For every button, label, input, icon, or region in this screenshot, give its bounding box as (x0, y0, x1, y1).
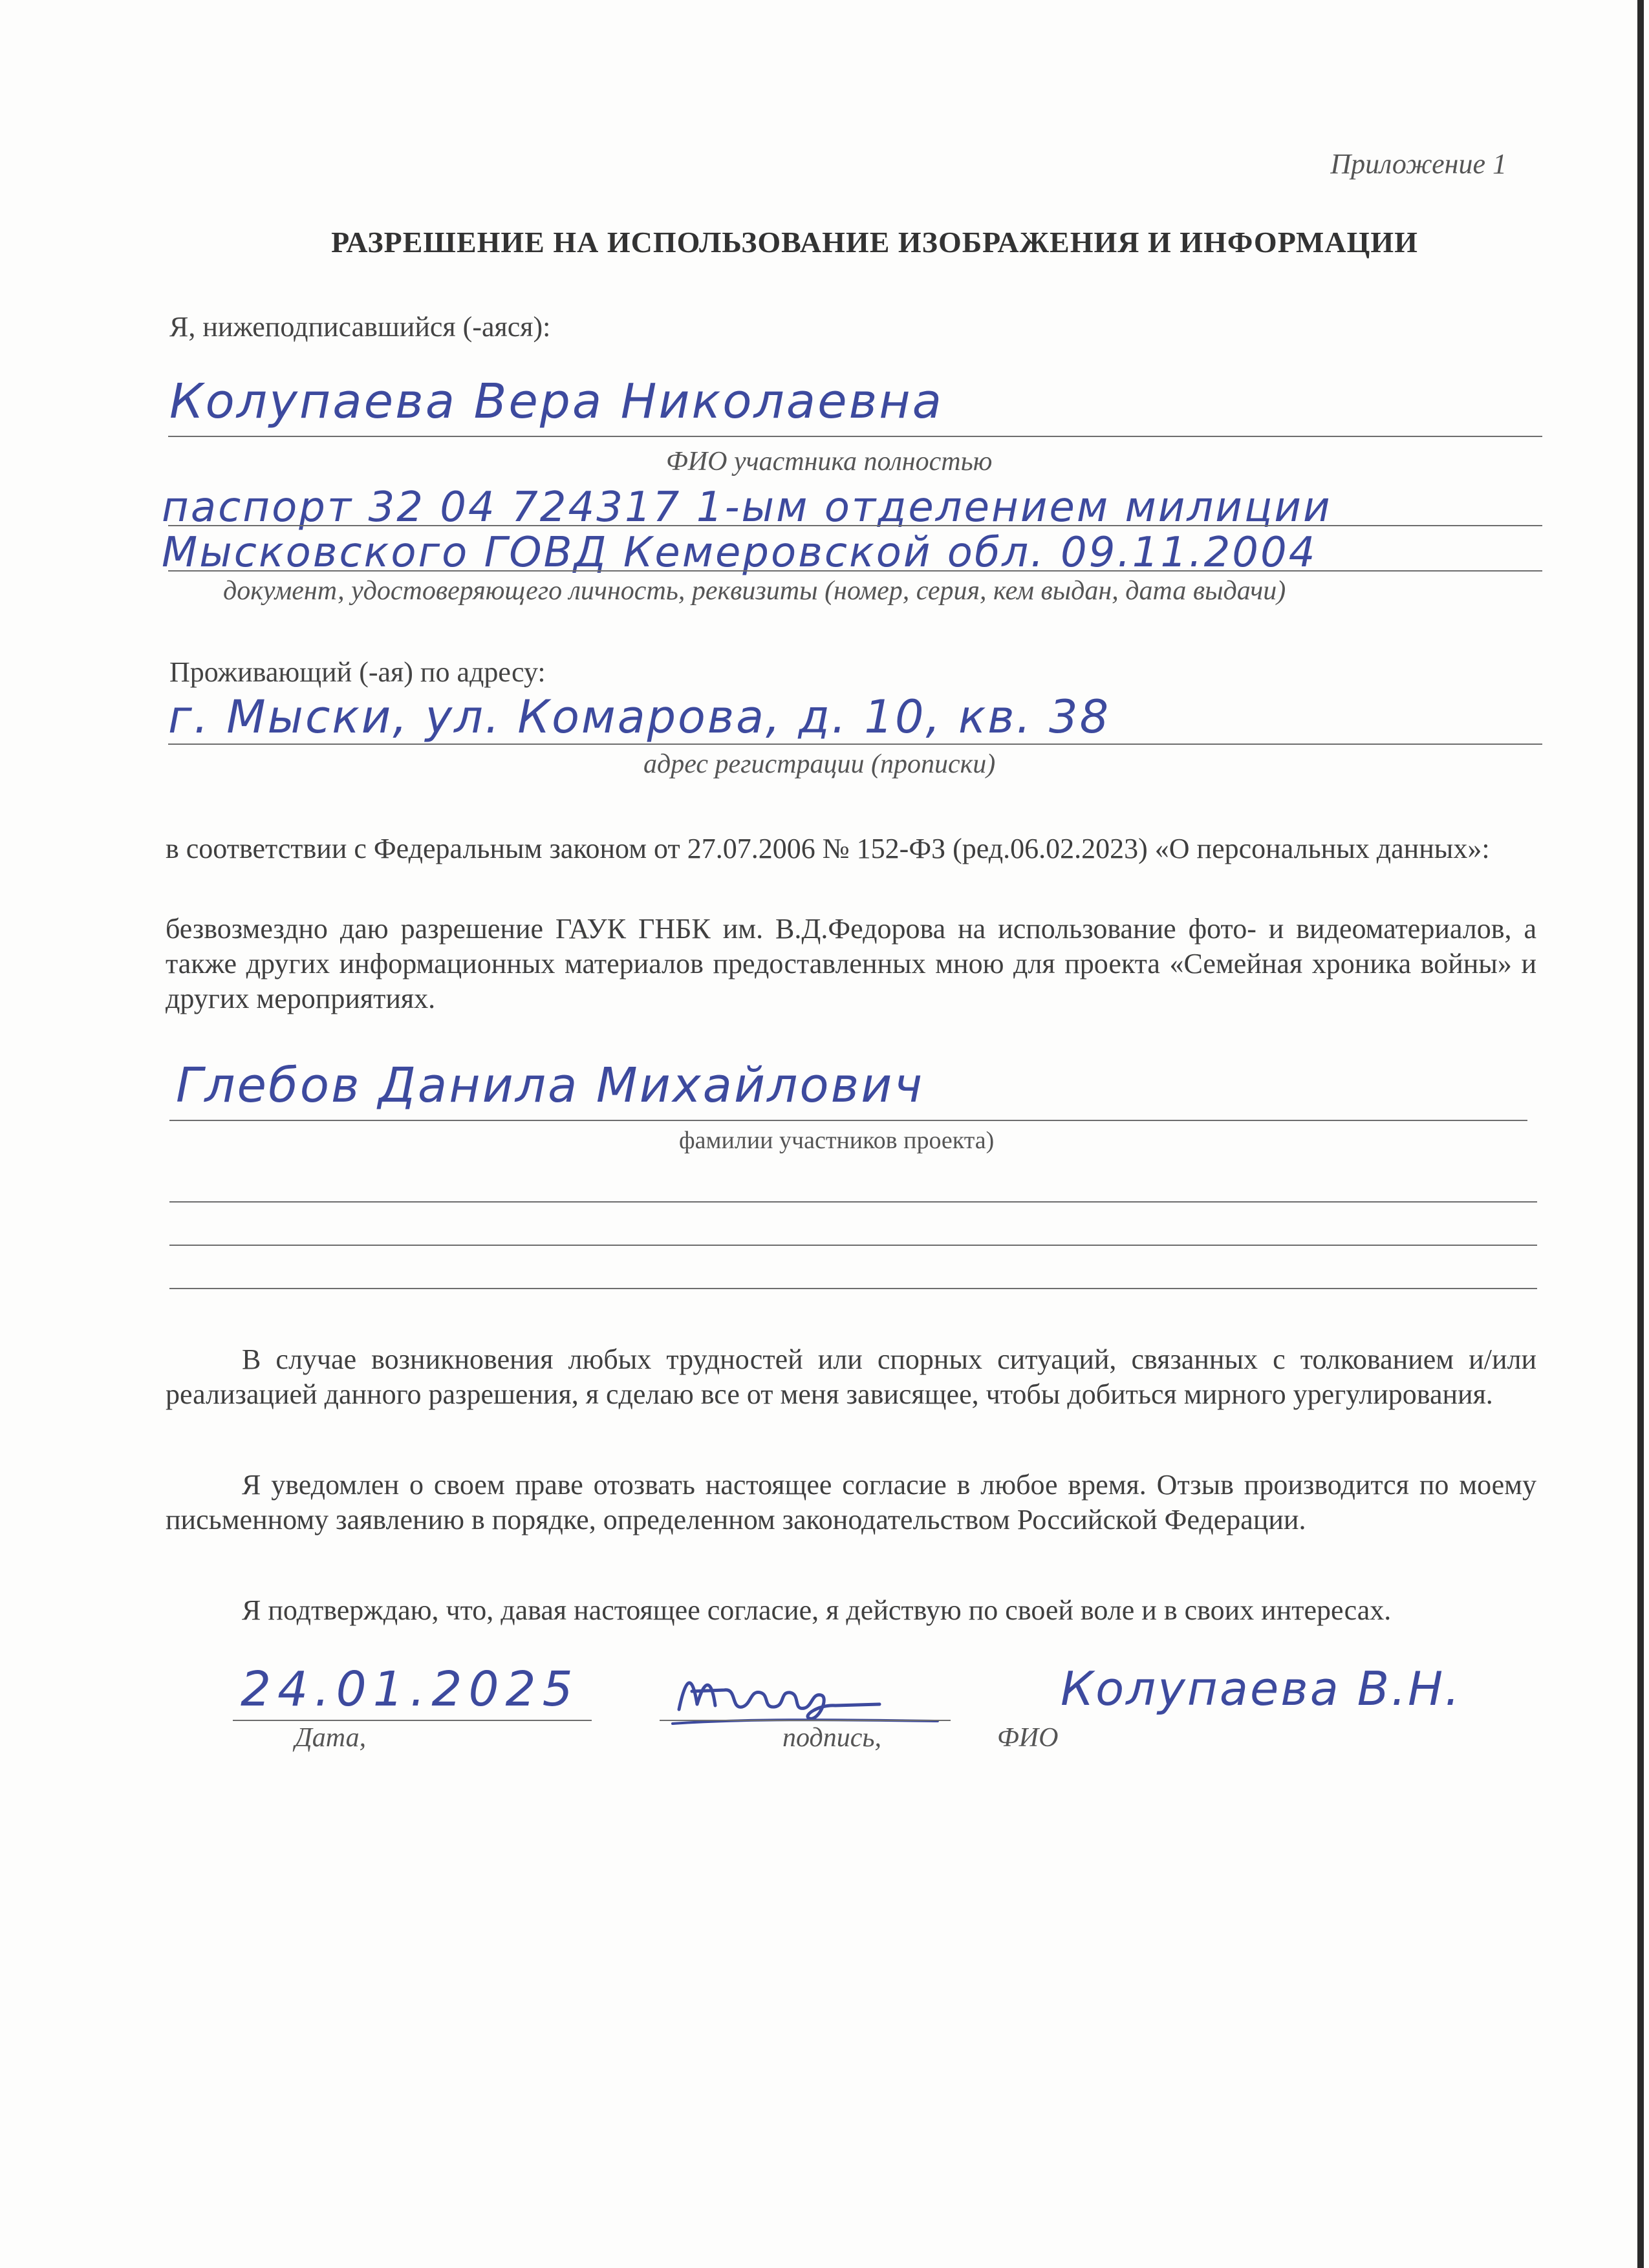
date-label: Дата, (295, 1723, 367, 1753)
address-line (168, 744, 1542, 745)
document-line1-rule (168, 525, 1542, 526)
document-line2-rule (168, 570, 1542, 572)
signature-line (660, 1720, 951, 1721)
document-line2-handwritten: Мысковского ГОВД Кемеровской обл. 09.11.2004 (162, 529, 1317, 577)
project-participants-line (169, 1120, 1527, 1121)
clause-voluntary: Я подтверждаю, что, давая настоящее согласие, я действую по своей воле и в своих интересах. (242, 1594, 1392, 1626)
document-title: РАЗРЕШЕНИЕ НА ИСПОЛЬЗОВАНИЕ ИЗОБРАЖЕНИЯ И ИНФОРМАЦИИ (331, 226, 1418, 259)
project-participants-handwritten: Глебов Данила Михайлович (176, 1058, 925, 1113)
signature-label: подпись, (782, 1723, 881, 1753)
document-caption: документ, удостоверяющего личность, реквизиты (номер, серия, кем выдан, дата выдачи) (223, 576, 1286, 606)
address-label: Проживающий (-ая) по адресу: (169, 656, 546, 688)
address-handwritten: г. Мыски, ул. Комарова, д. 10, кв. 38 (168, 690, 1111, 744)
blank-line-3 (169, 1288, 1537, 1289)
address-caption: адрес регистрации (прописки) (643, 749, 996, 779)
date-handwritten: 24.01.2025 (241, 1662, 579, 1717)
fio-handwritten: Колупаева В.Н. (1061, 1662, 1462, 1716)
permission-text: безвозмездно даю разрешение ГАУК ГНБК им. В.Д.Федорова на использование фото- и видеоматериалов, а также других информационных материалов предоставленных мною для проекта «Семейная хроника войны» и других мероприятиях. (166, 913, 1536, 1014)
document-line1-handwritten: паспорт 32 04 724317 1-ым отделением милиции (162, 484, 1332, 531)
blank-line-1 (169, 1201, 1537, 1203)
fio-label: ФИО (997, 1723, 1059, 1753)
participant-name-handwritten: Колупаева Вера Николаевна (169, 374, 943, 429)
clause-disputes: В случае возникновения любых трудностей или спорных ситуаций, связанных с толкованием и/или реализацией данного разрешения, я сделаю все от меня зависящее, чтобы добиться мирного урегулирования. (166, 1343, 1536, 1410)
date-line (233, 1720, 592, 1721)
law-reference: в соответствии с Федеральным законом от 27.07.2006 № 152-ФЗ (ред.06.02.2023) «О персональных данных»: (166, 833, 1490, 864)
intro-label: Я, нижеподписавшийся (-аяся): (169, 311, 551, 343)
blank-line-2 (169, 1245, 1537, 1246)
scan-page-edge (1637, 0, 1644, 2268)
participant-name-caption: ФИО участника полностью (666, 447, 993, 476)
appendix-label: Приложение 1 (1330, 148, 1507, 180)
clause-revocation: Я уведомлен о своем праве отозвать настоящее согласие в любое время. Отзыв производится по моему письменному заявлению в порядке, определенном законодательством Российской Федерации. (166, 1469, 1536, 1535)
participant-name-line (168, 436, 1542, 437)
project-participants-caption: фамилии участников проекта) (679, 1127, 995, 1154)
